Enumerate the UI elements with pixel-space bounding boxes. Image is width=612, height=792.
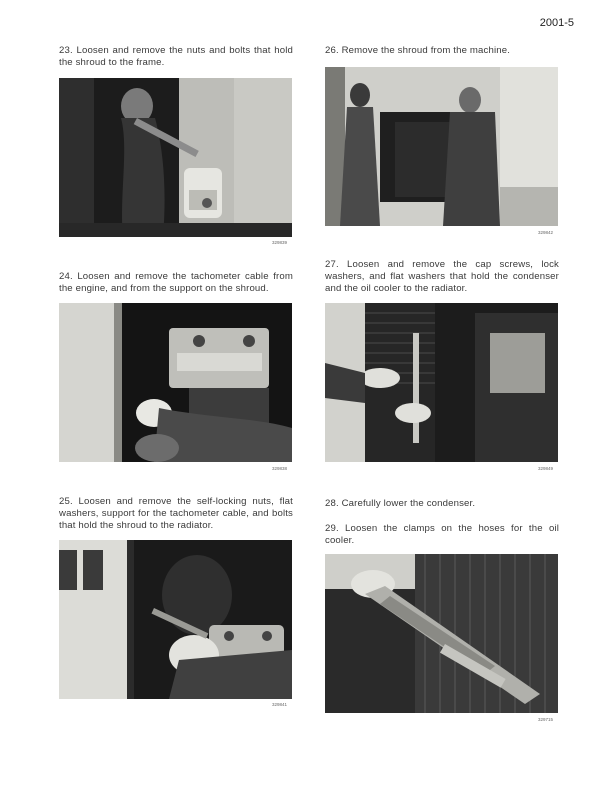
step-27-text: 27. Loosen and remove the cap screws, lock washers, and flat washers that hold the condenser and the oil cooler to the radiator. — [325, 259, 559, 295]
caption-step-24: 329838 — [272, 466, 288, 471]
photo-step-26 — [325, 67, 558, 226]
photo-step-25-image — [59, 540, 292, 699]
step-29-text: 29. Loosen the clamps on the hoses for the oil cooler. — [325, 523, 559, 547]
caption-step-23: 329839 — [272, 240, 288, 245]
photo-step-24 — [59, 303, 292, 462]
caption-step-26: 329842 — [538, 230, 554, 235]
caption-step-29: 329715 — [538, 717, 554, 722]
photo-step-29 — [325, 554, 558, 713]
caption-step-27: 329849 — [538, 466, 554, 471]
photo-step-26-image — [325, 67, 558, 226]
photo-step-23 — [59, 78, 292, 237]
step-28-text: 28. Carefully lower the condenser. — [325, 498, 476, 509]
caption-step-25: 329841 — [272, 702, 288, 707]
photo-step-23-image — [59, 78, 292, 237]
photo-step-27 — [325, 303, 558, 462]
photo-step-29-image — [325, 554, 558, 713]
step-24-text: 24. Loosen and remove the tachometer cable from the engine, and from the support on the shroud. — [59, 271, 293, 295]
step-25-text: 25. Loosen and remove the self-locking nuts, flat washers, support for the tachometer cable, and bolts that hold the shroud to the radiator. — [59, 496, 293, 532]
step-23-text: 23. Loosen and remove the nuts and bolts that hold the shroud to the frame. — [59, 45, 293, 69]
photo-step-27-image — [325, 303, 558, 462]
page-number: 2001-5 — [539, 17, 574, 29]
photo-step-25 — [59, 540, 292, 699]
photo-step-24-image — [59, 303, 292, 462]
step-26-text: 26. Remove the shroud from the machine. — [325, 45, 511, 56]
